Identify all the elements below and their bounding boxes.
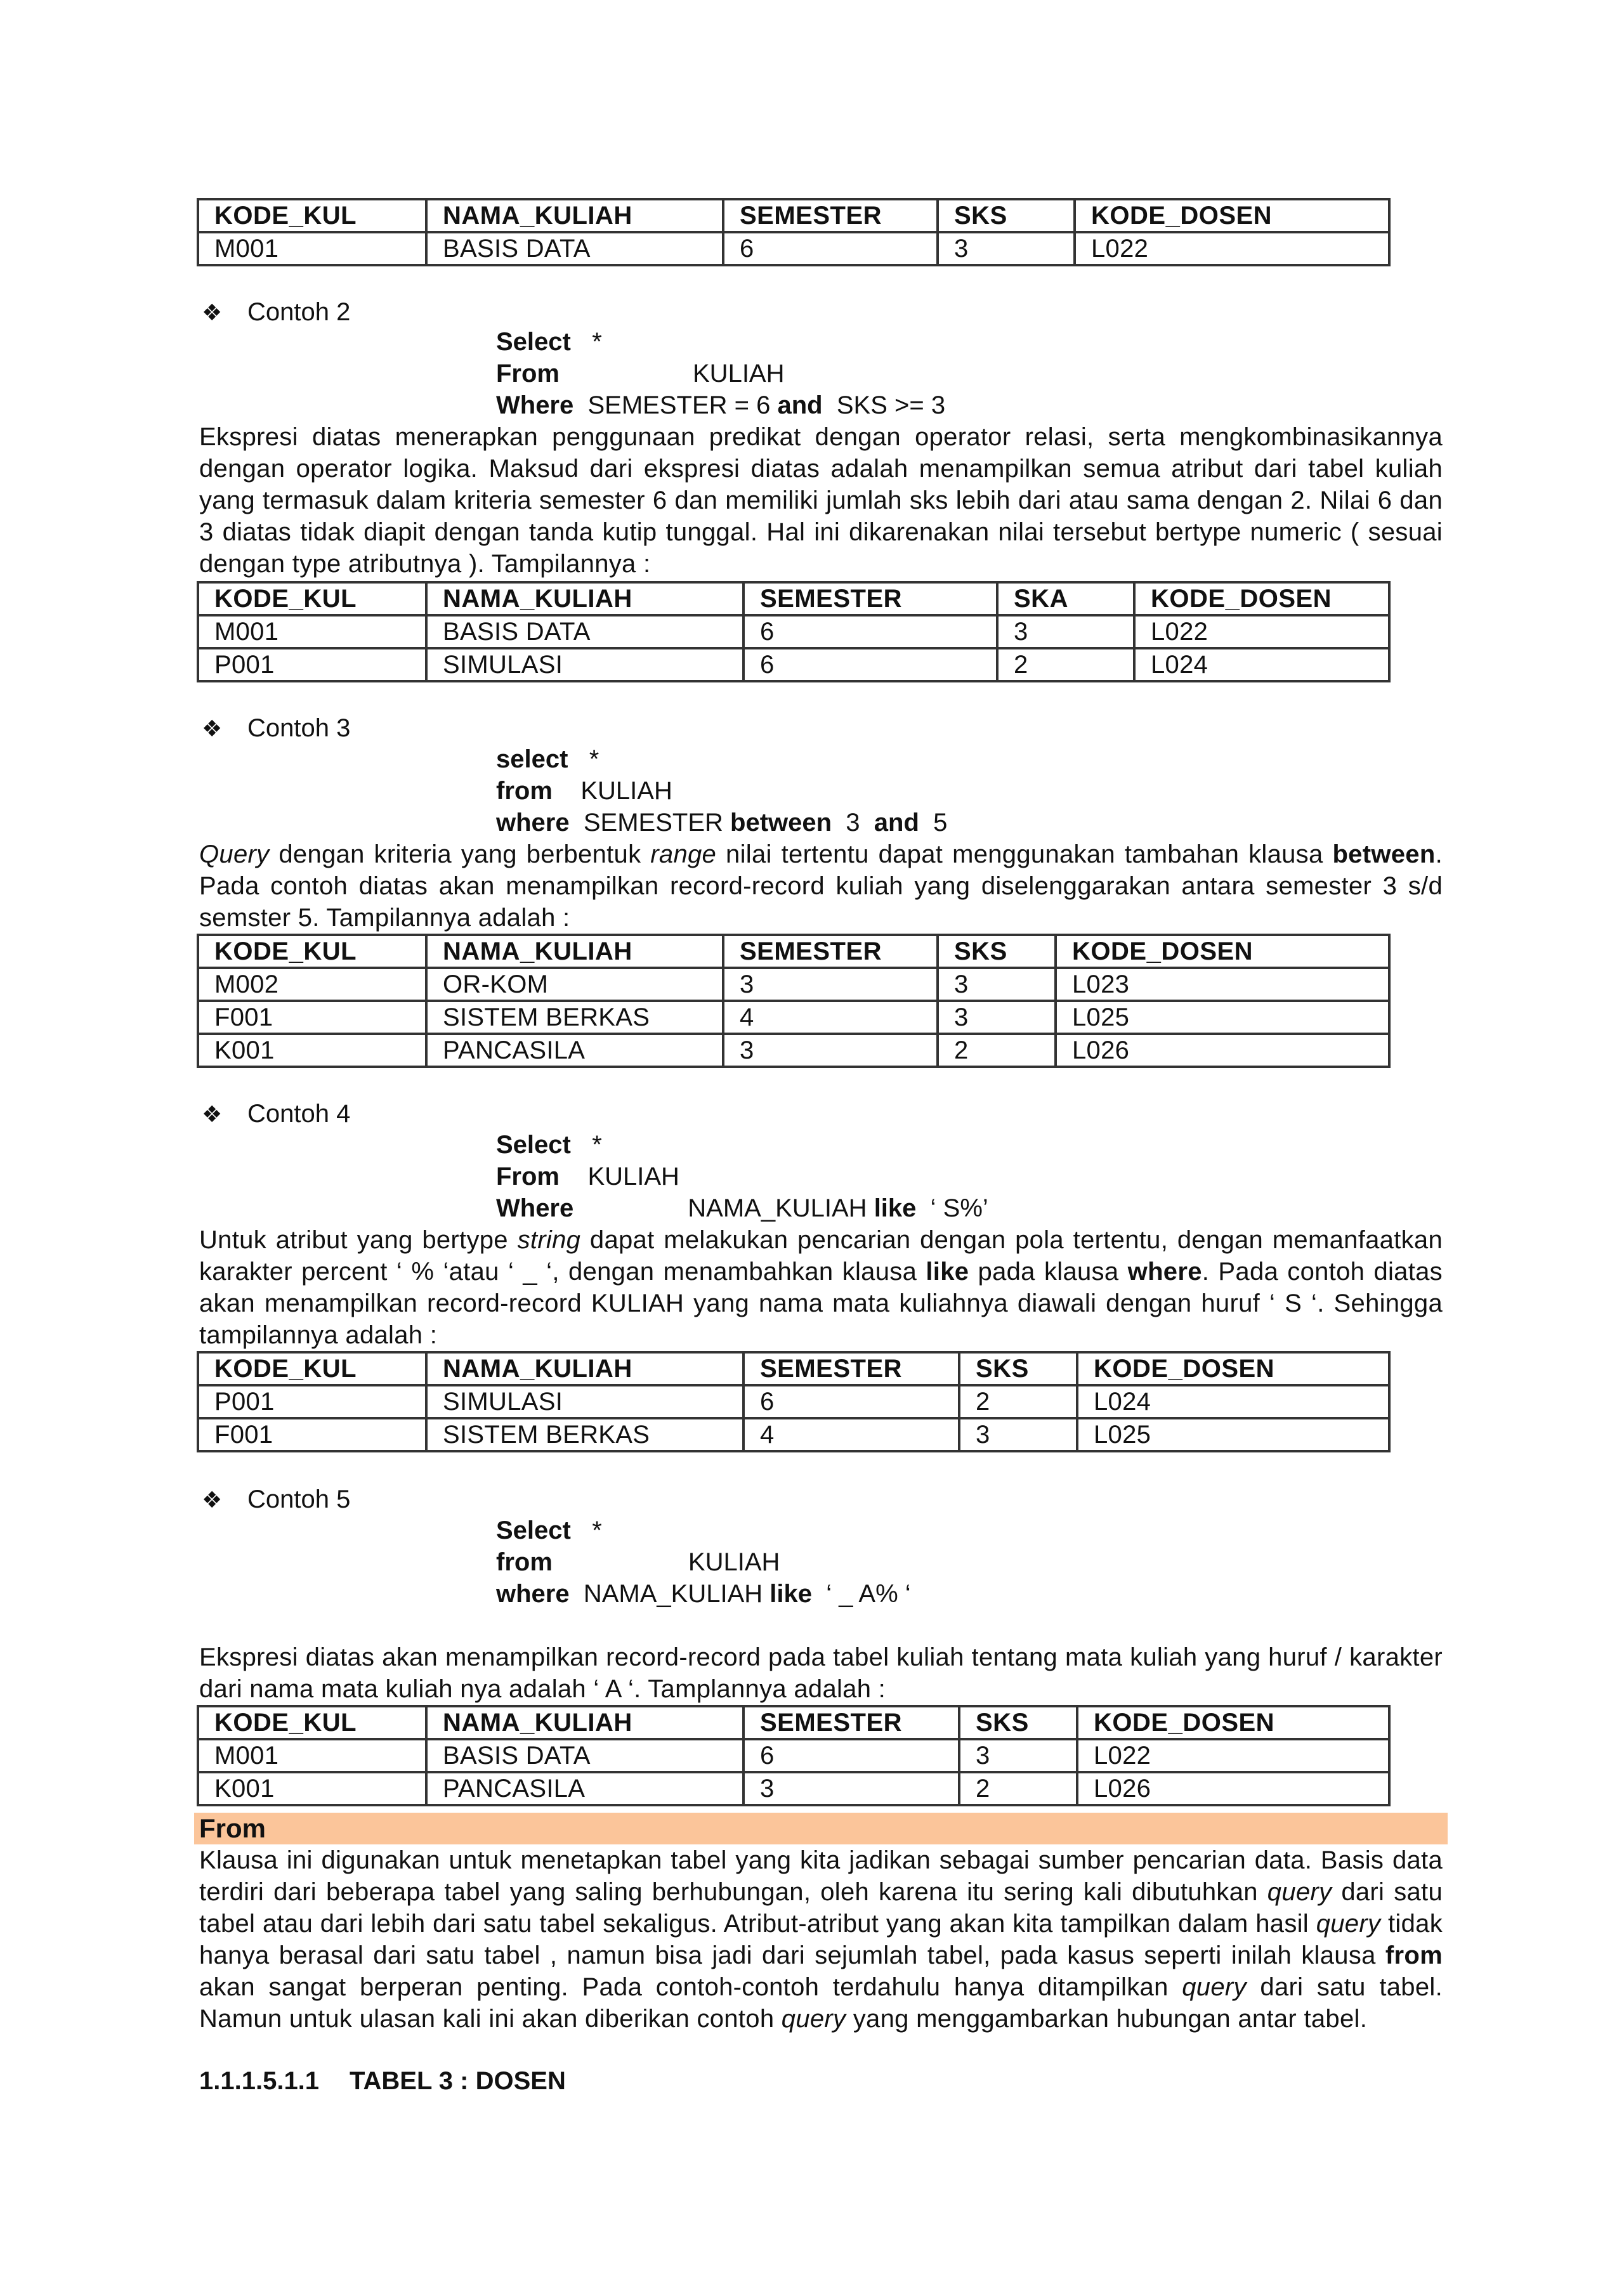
header-cell: SKS [959, 1706, 1077, 1739]
table-row [198, 1418, 1389, 1451]
diamond-bullet-icon: ❖ [202, 715, 223, 741]
table-cell: 2 [938, 1034, 1056, 1067]
header-cell: KODE_DOSEN [1077, 1352, 1389, 1385]
header-cell: SEMESTER [743, 1352, 959, 1385]
table-cell: L023 [1056, 968, 1389, 1001]
table-cell: M001 [198, 615, 426, 648]
kuliah-table-2 [197, 581, 1391, 682]
contoh-5-query: Select * from KULIAH where NAMA_KULIAH like ‘ _ A% ‘ [496, 1517, 911, 1608]
header-cell: SEMESTER [743, 582, 997, 615]
table-row [198, 1739, 1389, 1772]
header-cell: KODE_DOSEN [1134, 582, 1389, 615]
kuliah-table-3 [197, 934, 1391, 1068]
table-cell: K001 [198, 1034, 426, 1067]
table-cell: 3 [723, 1034, 938, 1067]
kuliah-table-4 [197, 1351, 1391, 1452]
table-cell: SIMULASI [426, 1385, 743, 1418]
header-cell: SKS [938, 199, 1075, 232]
contoh-3-label: ❖ Contoh 3 [202, 713, 350, 744]
table-cell: SISTEM BERKAS [426, 1418, 743, 1451]
from-section-paragraph: Klausa ini digunakan untuk menetapkan tabel yang kita jadikan sebagai sumber pencarian data. Basis data terdiri dari beberapa tabel yang saling berhubungan, oleh karena itu sering kali dibutuhkan query dari satu tabel atau dari lebih dari satu tabel sekaligus. Atribut-atribut yang akan kita tampilkan dalam hasil query tidak hanya berasal dari satu tabel , namun bisa jadi dari sejumlah tabel, pada kasus seperti inilah klausa from akan sangat berperan penting. Pada contoh-contoh terdahulu hanya ditampilkan query dari satu tabel. Namun untuk ulasan kali ini akan diberikan contoh query yang menggambarkan hubungan antar tabel. [199, 1846, 1443, 2033]
table-cell: BASIS DATA [426, 232, 723, 265]
contoh-5-explanation: Ekspresi diatas akan menampilkan record-record pada tabel kuliah tentang mata kuliah yang huruf / karakter dari nama mata kuliah nya adalah ‘ A ‘. Tamplannya adalah : [199, 1643, 1443, 1703]
table-cell: 2 [959, 1385, 1077, 1418]
header-cell: KODE_DOSEN [1075, 199, 1389, 232]
table-cell: L024 [1134, 648, 1389, 681]
table-row [198, 968, 1389, 1001]
table-cell: L022 [1077, 1739, 1389, 1772]
table-cell: BASIS DATA [426, 1739, 743, 1772]
table-cell: 6 [743, 615, 997, 648]
table-cell: PANCASILA [426, 1772, 743, 1805]
table-row [198, 1001, 1389, 1034]
kuliah-table-5 [197, 1705, 1391, 1806]
table-cell: 6 [723, 232, 938, 265]
contoh-2-query: Select * From KULIAH Where SEMESTER = 6 and SKS >= 3 [496, 328, 946, 419]
table-cell: L022 [1075, 232, 1389, 265]
header-cell: SEMESTER [723, 935, 938, 968]
table-row [198, 615, 1389, 648]
header-cell: KODE_DOSEN [1056, 935, 1389, 968]
table-cell: L022 [1134, 615, 1389, 648]
diamond-bullet-icon: ❖ [202, 299, 223, 325]
table-row [198, 1385, 1389, 1418]
table-cell: P001 [198, 648, 426, 681]
table-header-row [198, 582, 1389, 615]
header-cell: NAMA_KULIAH [426, 1352, 743, 1385]
table-header-row [198, 1706, 1389, 1739]
table-row [198, 232, 1389, 265]
table-cell: L024 [1077, 1385, 1389, 1418]
table-cell: BASIS DATA [426, 615, 743, 648]
table-cell: 3 [959, 1739, 1077, 1772]
header-cell: NAMA_KULIAH [426, 199, 723, 232]
header-cell: KODE_KUL [198, 199, 426, 232]
header-cell: SKS [938, 935, 1056, 968]
table-cell: 6 [743, 1385, 959, 1418]
header-cell: NAMA_KULIAH [426, 582, 743, 615]
table-row [198, 1772, 1389, 1805]
header-cell: SKS [959, 1352, 1077, 1385]
diamond-bullet-icon: ❖ [202, 1101, 223, 1127]
table-cell: OR-KOM [426, 968, 723, 1001]
table-row [198, 648, 1389, 681]
table-cell: 3 [997, 615, 1134, 648]
header-cell: NAMA_KULIAH [426, 1706, 743, 1739]
table-cell: 3 [743, 1772, 959, 1805]
header-cell: KODE_KUL [198, 1706, 426, 1739]
contoh-4-label: ❖ Contoh 4 [202, 1099, 350, 1130]
from-section-heading: From [194, 1813, 1448, 1844]
table-cell: F001 [198, 1418, 426, 1451]
table-header-row [198, 1352, 1389, 1385]
table-cell: L025 [1077, 1418, 1389, 1451]
table-cell: 3 [938, 968, 1056, 1001]
table-cell: 4 [723, 1001, 938, 1034]
header-cell: KODE_KUL [198, 1352, 426, 1385]
table-cell: 4 [743, 1418, 959, 1451]
table-row [198, 1034, 1389, 1067]
contoh-3-explanation: Query dengan kriteria yang berbentuk range nilai tertentu dapat menggunakan tambahan klausa between. Pada contoh diatas akan menampilkan record-record kuliah yang diselenggarakan antara semester 3 s/d semster 5. Tampilannya adalah : [199, 840, 1443, 932]
table-cell: 3 [938, 1001, 1056, 1034]
table-cell: 6 [743, 648, 997, 681]
table-cell: M001 [198, 232, 426, 265]
table-cell: 3 [959, 1418, 1077, 1451]
table-cell: F001 [198, 1001, 426, 1034]
table-header-row [198, 199, 1389, 232]
contoh-2-label: ❖ Contoh 2 [202, 297, 350, 328]
table-cell: L026 [1056, 1034, 1389, 1067]
contoh-4-explanation: Untuk atribut yang bertype string dapat melakukan pencarian dengan pola tertentu, dengan memanfaatkan karakter percent ‘ % ‘atau ‘ _ ‘, dengan menambahkan klausa like pada klausa where. Pada contoh diatas akan menampilkan record-record KULIAH yang nama mata kuliahnya diawali dengan huruf ‘ S ‘. Sehingga tampilannya adalah : [199, 1226, 1443, 1349]
header-cell: SEMESTER [723, 199, 938, 232]
table-cell: 6 [743, 1739, 959, 1772]
table-cell: SISTEM BERKAS [426, 1001, 723, 1034]
table-cell: 3 [938, 232, 1075, 265]
table-cell: L026 [1077, 1772, 1389, 1805]
table-cell: L025 [1056, 1001, 1389, 1034]
header-cell: SKA [997, 582, 1134, 615]
table-cell: P001 [198, 1385, 426, 1418]
table-cell: SIMULASI [426, 648, 743, 681]
contoh-2-explanation: Ekspresi diatas menerapkan penggunaan predikat dengan operator relasi, serta mengkombinasikannya dengan operator logika. Maksud dari ekspresi diatas adalah menampilkan semua atribut dari tabel kuliah yang termasuk dalam kriteria semester 6 dan memiliki jumlah sks lebih dari atau sama dengan 2. Nilai 6 dan 3 diatas tidak diapit dengan tanda kutip tunggal. Hal ini dikarenakan nilai tersebut bertype numeric ( sesuai dengan type atributnya ). Tampilannya : [199, 423, 1443, 578]
table-cell: K001 [198, 1772, 426, 1805]
header-cell: KODE_KUL [198, 582, 426, 615]
contoh-4-query: Select * From KULIAH Where NAMA_KULIAH like ‘ S%’ [496, 1131, 988, 1222]
header-cell: NAMA_KULIAH [426, 935, 723, 968]
subheading-tabel-3: 1.1.1.5.1.1 TABEL 3 : DOSEN [199, 2067, 566, 2095]
diamond-bullet-icon: ❖ [202, 1487, 223, 1513]
table-cell: 3 [723, 968, 938, 1001]
contoh-3-query: select * from KULIAH where SEMESTER between 3 and 5 [496, 745, 948, 837]
header-cell: KODE_KUL [198, 935, 426, 968]
table-cell: PANCASILA [426, 1034, 723, 1067]
table-cell: M002 [198, 968, 426, 1001]
header-cell: KODE_DOSEN [1077, 1706, 1389, 1739]
header-cell: SEMESTER [743, 1706, 959, 1739]
table-cell: 2 [959, 1772, 1077, 1805]
contoh-5-label: ❖ Contoh 5 [202, 1484, 350, 1515]
table-header-row [198, 935, 1389, 968]
table-cell: 2 [997, 648, 1134, 681]
kuliah-table-1 [197, 198, 1391, 266]
table-cell: M001 [198, 1739, 426, 1772]
